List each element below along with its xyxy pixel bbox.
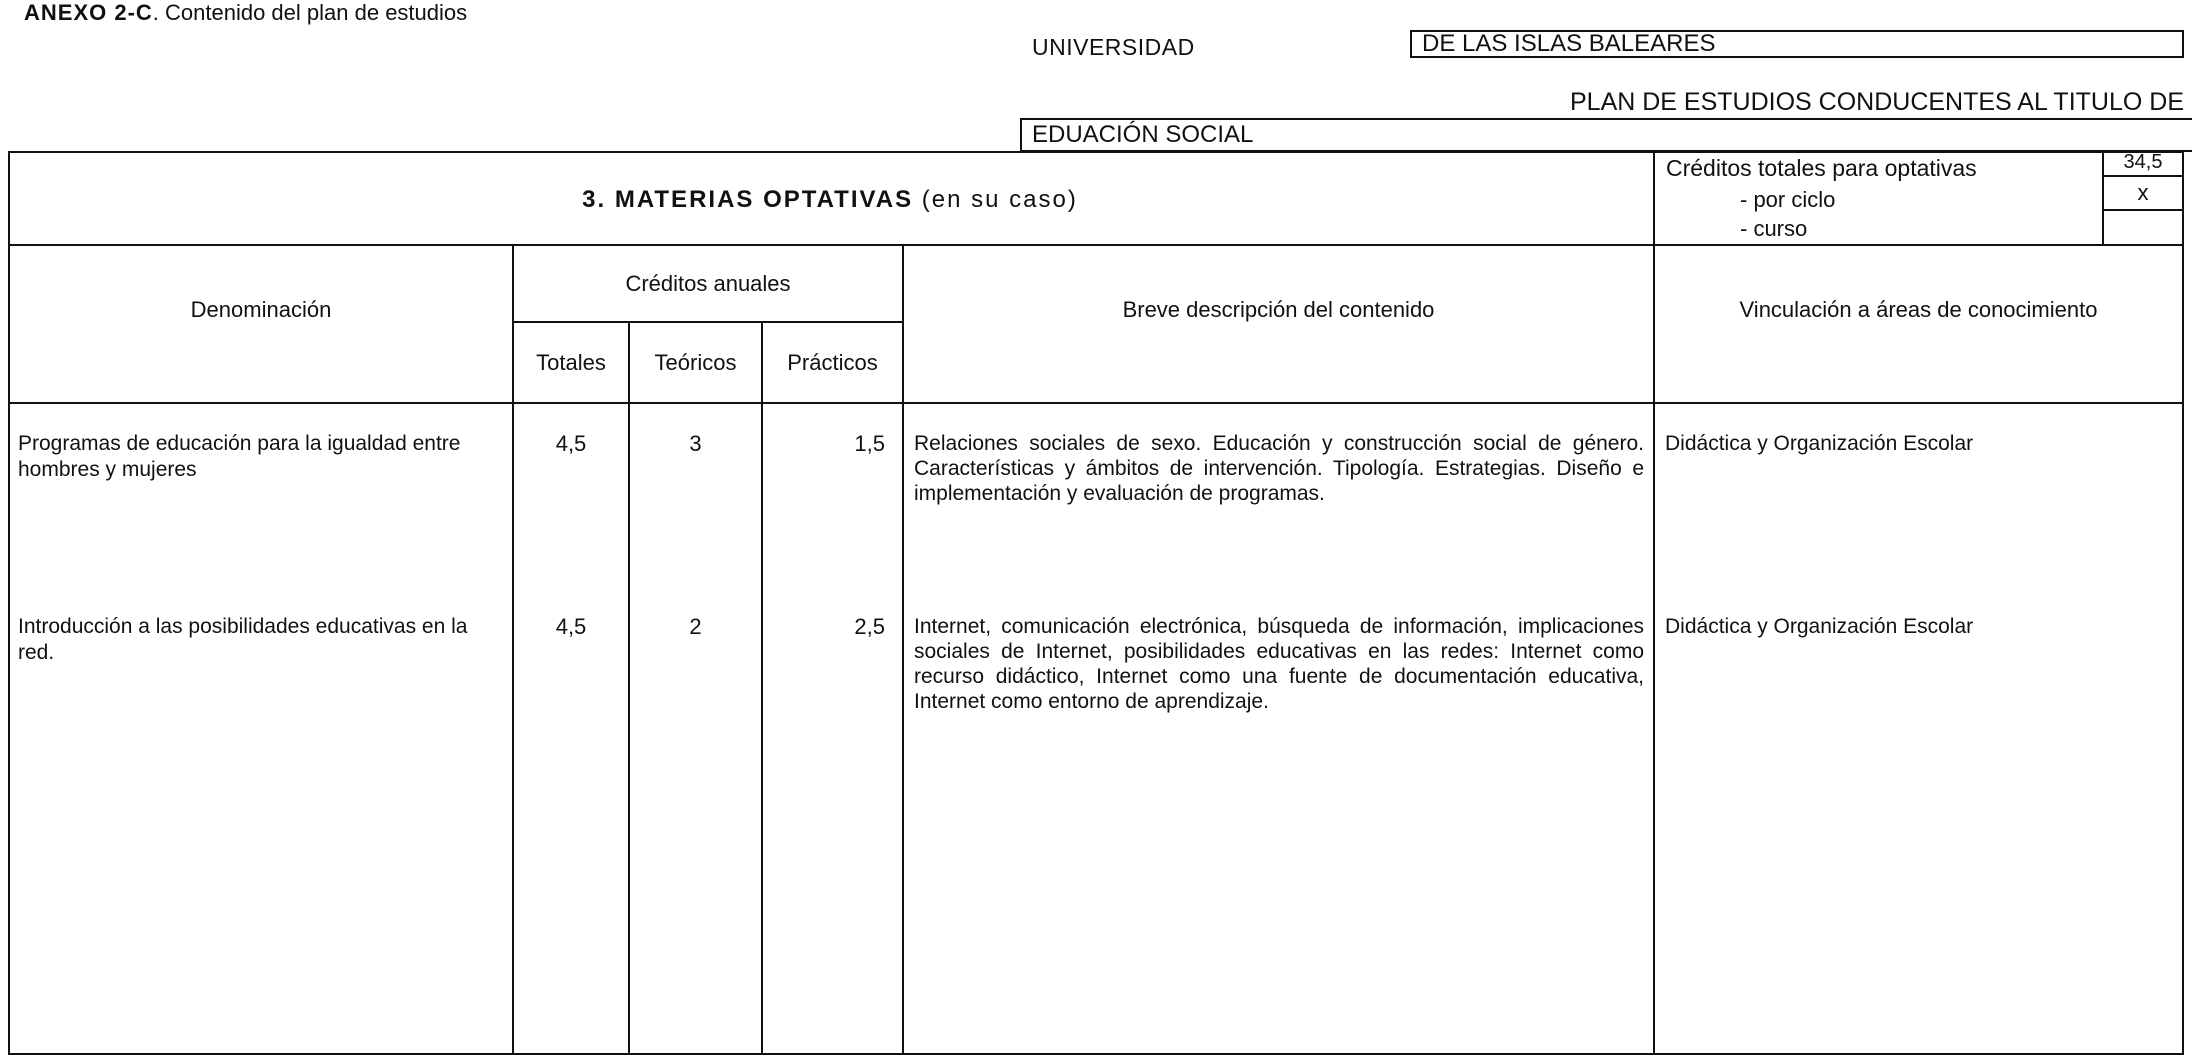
col-teoricos: Teóricos: [654, 350, 737, 375]
row-2-practicos: 2,5: [854, 614, 885, 639]
row-2-totales: 4,5: [555, 614, 587, 639]
row-2-teoricos: 2: [689, 614, 702, 639]
col-vinculacion: Vinculación a áreas de conocimiento: [1739, 297, 2098, 322]
row-1-area: Didáctica y Organización Escolar: [1665, 432, 1974, 455]
university-label: UNIVERSIDAD: [1032, 34, 1195, 60]
col-denominacion: Denominación: [190, 297, 332, 322]
row-1-practicos: 1,5: [854, 431, 885, 456]
section-title-main: 3. MATERIAS OPTATIVAS: [582, 186, 914, 213]
credits-total-label: Créditos totales para optativas: [1666, 155, 1977, 181]
per-course-value: [2102, 211, 2182, 244]
annex-text: . Contenido del plan de estudios: [152, 0, 468, 25]
area-column-divider: [1653, 151, 1655, 1055]
annex-code: ANEXO 2-C: [24, 0, 153, 25]
credits-total-value: 34,5: [2102, 151, 2182, 177]
col-creditos-anuales: Créditos anuales: [625, 271, 791, 296]
credits-subheader-divider: [514, 321, 904, 323]
row-2-name: Introducción a las posibilidades educativas en la red.: [18, 615, 468, 664]
row-1-totales: 4,5: [555, 431, 587, 456]
col-practicos: Prácticos: [787, 350, 878, 375]
title-row-divider: [8, 244, 2184, 246]
per-cycle-value: x: [2102, 177, 2182, 211]
row-2-area: Didáctica y Organización Escolar: [1665, 615, 1974, 638]
optional-subjects-table: [8, 151, 2184, 1055]
credits-column-divider: [902, 244, 904, 1055]
row-1-teoricos: 3: [689, 431, 702, 456]
university-field: DE LAS ISLAS BALEARES: [1410, 30, 2184, 58]
col-totales: Totales: [536, 350, 606, 375]
row-1-name: Programas de educación para la igualdad entre hombres y mujeres: [18, 432, 461, 481]
col-descripcion: Breve descripción del contenido: [1122, 297, 1435, 322]
per-course-label: - curso: [1740, 216, 1808, 241]
degree-field: EDUACIÓN SOCIAL: [1020, 118, 2192, 152]
plan-label: PLAN DE ESTUDIOS CONDUCENTES AL TITULO DE: [1569, 88, 2184, 116]
section-title: [8, 183, 1652, 217]
per-cycle-label: - por ciclo: [1740, 187, 1836, 212]
annex-heading: [24, 0, 467, 26]
row-2-description: Internet, comunicación electrónica, búsqueda de información, implicaciones sociales de Internet, posibilidades educativas en las redes: Internet como recurso didáctico, Internet como una fuente de documentación educativa, Internet como entorno de aprendizaje.: [914, 615, 1644, 713]
header-row-divider: [8, 402, 2184, 404]
row-1-description: Relaciones sociales de sexo. Educación y construcción social de género. Características y ámbitos de intervención. Tipología. Estrategias. Diseño e implementación y evaluación de programas.: [914, 432, 1644, 505]
section-title-note: (en su caso): [921, 186, 1078, 213]
